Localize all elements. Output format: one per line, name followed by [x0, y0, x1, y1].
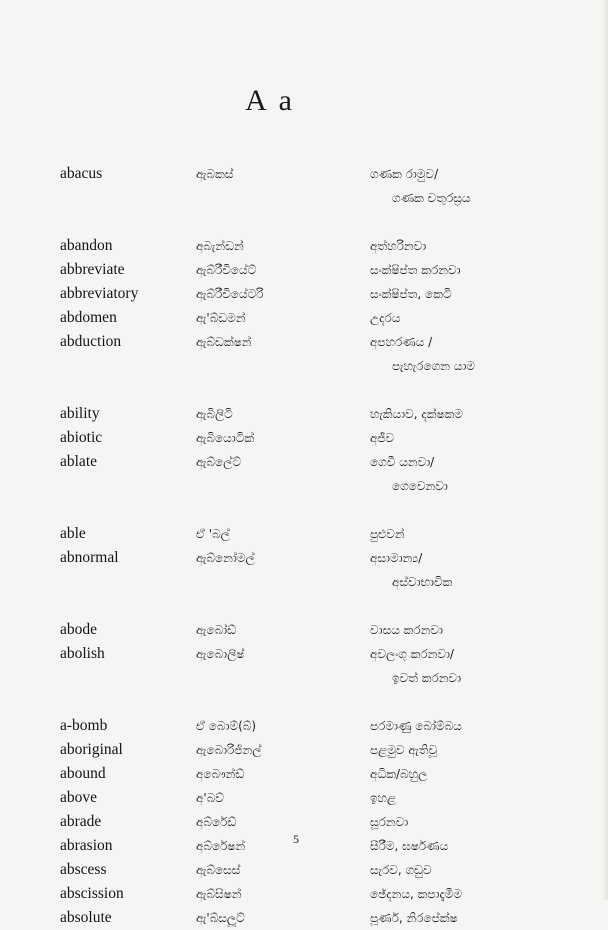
entry-row [0, 426, 608, 450]
meaning: පළමුව ඇතිවූ [370, 743, 438, 757]
meaning: පූර්ණ, නිරපේක්ෂ [370, 911, 458, 925]
meaning: අධික/බහුල [370, 767, 428, 781]
entry-row [0, 618, 608, 642]
headword: absolute [60, 909, 112, 926]
meaning: ගෙවෙනවා [392, 479, 448, 493]
dictionary-entry [0, 330, 608, 378]
pronunciation: ඇබියොටික් [196, 431, 255, 445]
pronunciation: ඇ'බ්සලූට් [196, 911, 245, 925]
dictionary-entry [0, 282, 608, 306]
entry-row [0, 450, 608, 474]
entry-continuation-row [0, 186, 608, 210]
pronunciation: ඒ බොම්(බ්) [196, 719, 257, 733]
entry-row [0, 882, 608, 906]
pronunciation: ඇබොලිෂ් [196, 647, 245, 661]
entry-row [0, 786, 608, 810]
dictionary-entry [0, 858, 608, 882]
dictionary-entry [0, 906, 608, 930]
headword: abode [60, 621, 98, 638]
entry-continuation-row [0, 666, 608, 690]
headword: abdomen [60, 309, 117, 326]
pronunciation: අබ්රේෂන් [196, 839, 246, 853]
pronunciation: අබ්රේඩ් [196, 815, 237, 829]
meaning: සංක්ෂිප්ත කරනවා [370, 263, 461, 277]
pronunciation: ඇබෝඩ් [196, 623, 237, 637]
entry-row [0, 642, 608, 666]
dictionary-entry [0, 762, 608, 786]
meaning: ඉහළ [370, 791, 397, 805]
page-number: 5 [293, 832, 299, 846]
headword: abiotic [60, 429, 103, 446]
meaning: ගෙවී යනවා/ [370, 455, 435, 469]
meaning: පැහැරගෙන යාම [392, 359, 476, 373]
headword: abound [60, 765, 106, 782]
pronunciation: ඇබ්සිෂන් [196, 887, 242, 901]
pronunciation: ඒ 'බල් [196, 527, 230, 541]
entry-row [0, 762, 608, 786]
meaning: අස්වාභාවික [392, 575, 453, 589]
headword: able [60, 525, 86, 542]
dictionary-entry [0, 786, 608, 810]
dictionary-entry [0, 402, 608, 426]
meaning: සූරනවා [370, 815, 409, 829]
dictionary-entry [0, 642, 608, 690]
meaning: අජීව [370, 431, 395, 445]
entry-row [0, 162, 608, 186]
headword: abandon [60, 237, 113, 254]
dictionary-entry [0, 810, 608, 834]
entry-list [0, 162, 608, 930]
meaning: අවලංගු කරනවා/ [370, 647, 454, 661]
pronunciation: ඇබ්රීවියේට් [196, 263, 257, 277]
pronunciation: ඇබ්නෝමල් [196, 551, 255, 565]
headword: abrasion [60, 837, 113, 854]
dictionary-entry [0, 738, 608, 762]
pronunciation: ඇ'බ්ඩමන් [196, 311, 246, 325]
headword: abacus [60, 165, 103, 182]
headword: abnormal [60, 549, 119, 566]
meaning: ගණක චතුරස්‍රය [392, 191, 471, 205]
headword: abduction [60, 333, 122, 350]
entry-row [0, 402, 608, 426]
meaning: වාසය කරනවා [370, 623, 443, 637]
meaning: සංක්ෂිප්ත, කෙටි [370, 287, 452, 301]
dictionary-entry [0, 258, 608, 282]
meaning: ඉවත් කරනවා [392, 671, 462, 685]
dictionary-entry [0, 546, 608, 594]
entry-row [0, 522, 608, 546]
pronunciation: ඇබ්ඩක්ෂන් [196, 335, 252, 349]
pronunciation: ඇබකස් [196, 167, 234, 181]
entry-row [0, 714, 608, 738]
pronunciation: අ'බව් [196, 791, 224, 805]
headword: above [60, 789, 98, 806]
meaning: උදරය [370, 311, 401, 325]
meaning: හැකියාව, දක්ෂකම [370, 407, 463, 421]
meaning: පරමාණු බෝම්බය [370, 719, 462, 733]
headword: aboriginal [60, 741, 123, 758]
meaning: අසාමාන්‍ය/ [370, 551, 423, 565]
entry-row [0, 738, 608, 762]
meaning: සැරව, ගඩුව [370, 863, 432, 877]
pronunciation: ඇබ්සෙස් [196, 863, 241, 877]
headword: abscess [60, 861, 107, 878]
dictionary-entry [0, 450, 608, 498]
entry-row [0, 258, 608, 282]
pronunciation: අබෞන්ඩ් [196, 767, 245, 781]
dictionary-entry [0, 618, 608, 642]
pronunciation: ඇබිලිටි [196, 407, 233, 421]
meaning: අපහරණය / [370, 335, 433, 349]
pronunciation: ඇබ්ලේට් [196, 455, 241, 469]
dictionary-entry [0, 522, 608, 546]
entry-continuation-row [0, 570, 608, 594]
entry-row [0, 906, 608, 930]
dictionary-entry [0, 714, 608, 738]
headword: abbreviate [60, 261, 125, 278]
headword: abbreviatory [60, 285, 139, 302]
meaning: ඡේදනය, කපාදැමීම [370, 887, 463, 901]
entry-row [0, 282, 608, 306]
headword: abolish [60, 645, 105, 662]
meaning: අත්හරිනවා [370, 239, 427, 253]
meaning: සීරීම, ඝර්ෂණය [370, 839, 449, 853]
section-heading: A a [245, 84, 295, 117]
headword: abrade [60, 813, 102, 830]
entry-row [0, 810, 608, 834]
entry-continuation-row [0, 474, 608, 498]
meaning: පුළුවන් [370, 527, 405, 541]
entry-row [0, 546, 608, 570]
entry-row [0, 306, 608, 330]
entry-row [0, 858, 608, 882]
dictionary-entry [0, 234, 608, 258]
entry-row [0, 234, 608, 258]
meaning: ගණක රාමුව/ [370, 167, 439, 181]
headword: ability [60, 405, 100, 422]
pronunciation: ඇබොරිජිනල් [196, 743, 262, 757]
pronunciation: ඇබ්රීවියේටරි [196, 287, 264, 301]
headword: abscission [60, 885, 124, 902]
dictionary-entry [0, 162, 608, 210]
entry-continuation-row [0, 354, 608, 378]
dictionary-entry [0, 426, 608, 450]
dictionary-entry [0, 882, 608, 906]
pronunciation: අබැන්ඩන් [196, 239, 244, 253]
headword: ablate [60, 453, 98, 470]
entry-row [0, 330, 608, 354]
dictionary-entry [0, 306, 608, 330]
headword: a-bomb [60, 717, 108, 734]
